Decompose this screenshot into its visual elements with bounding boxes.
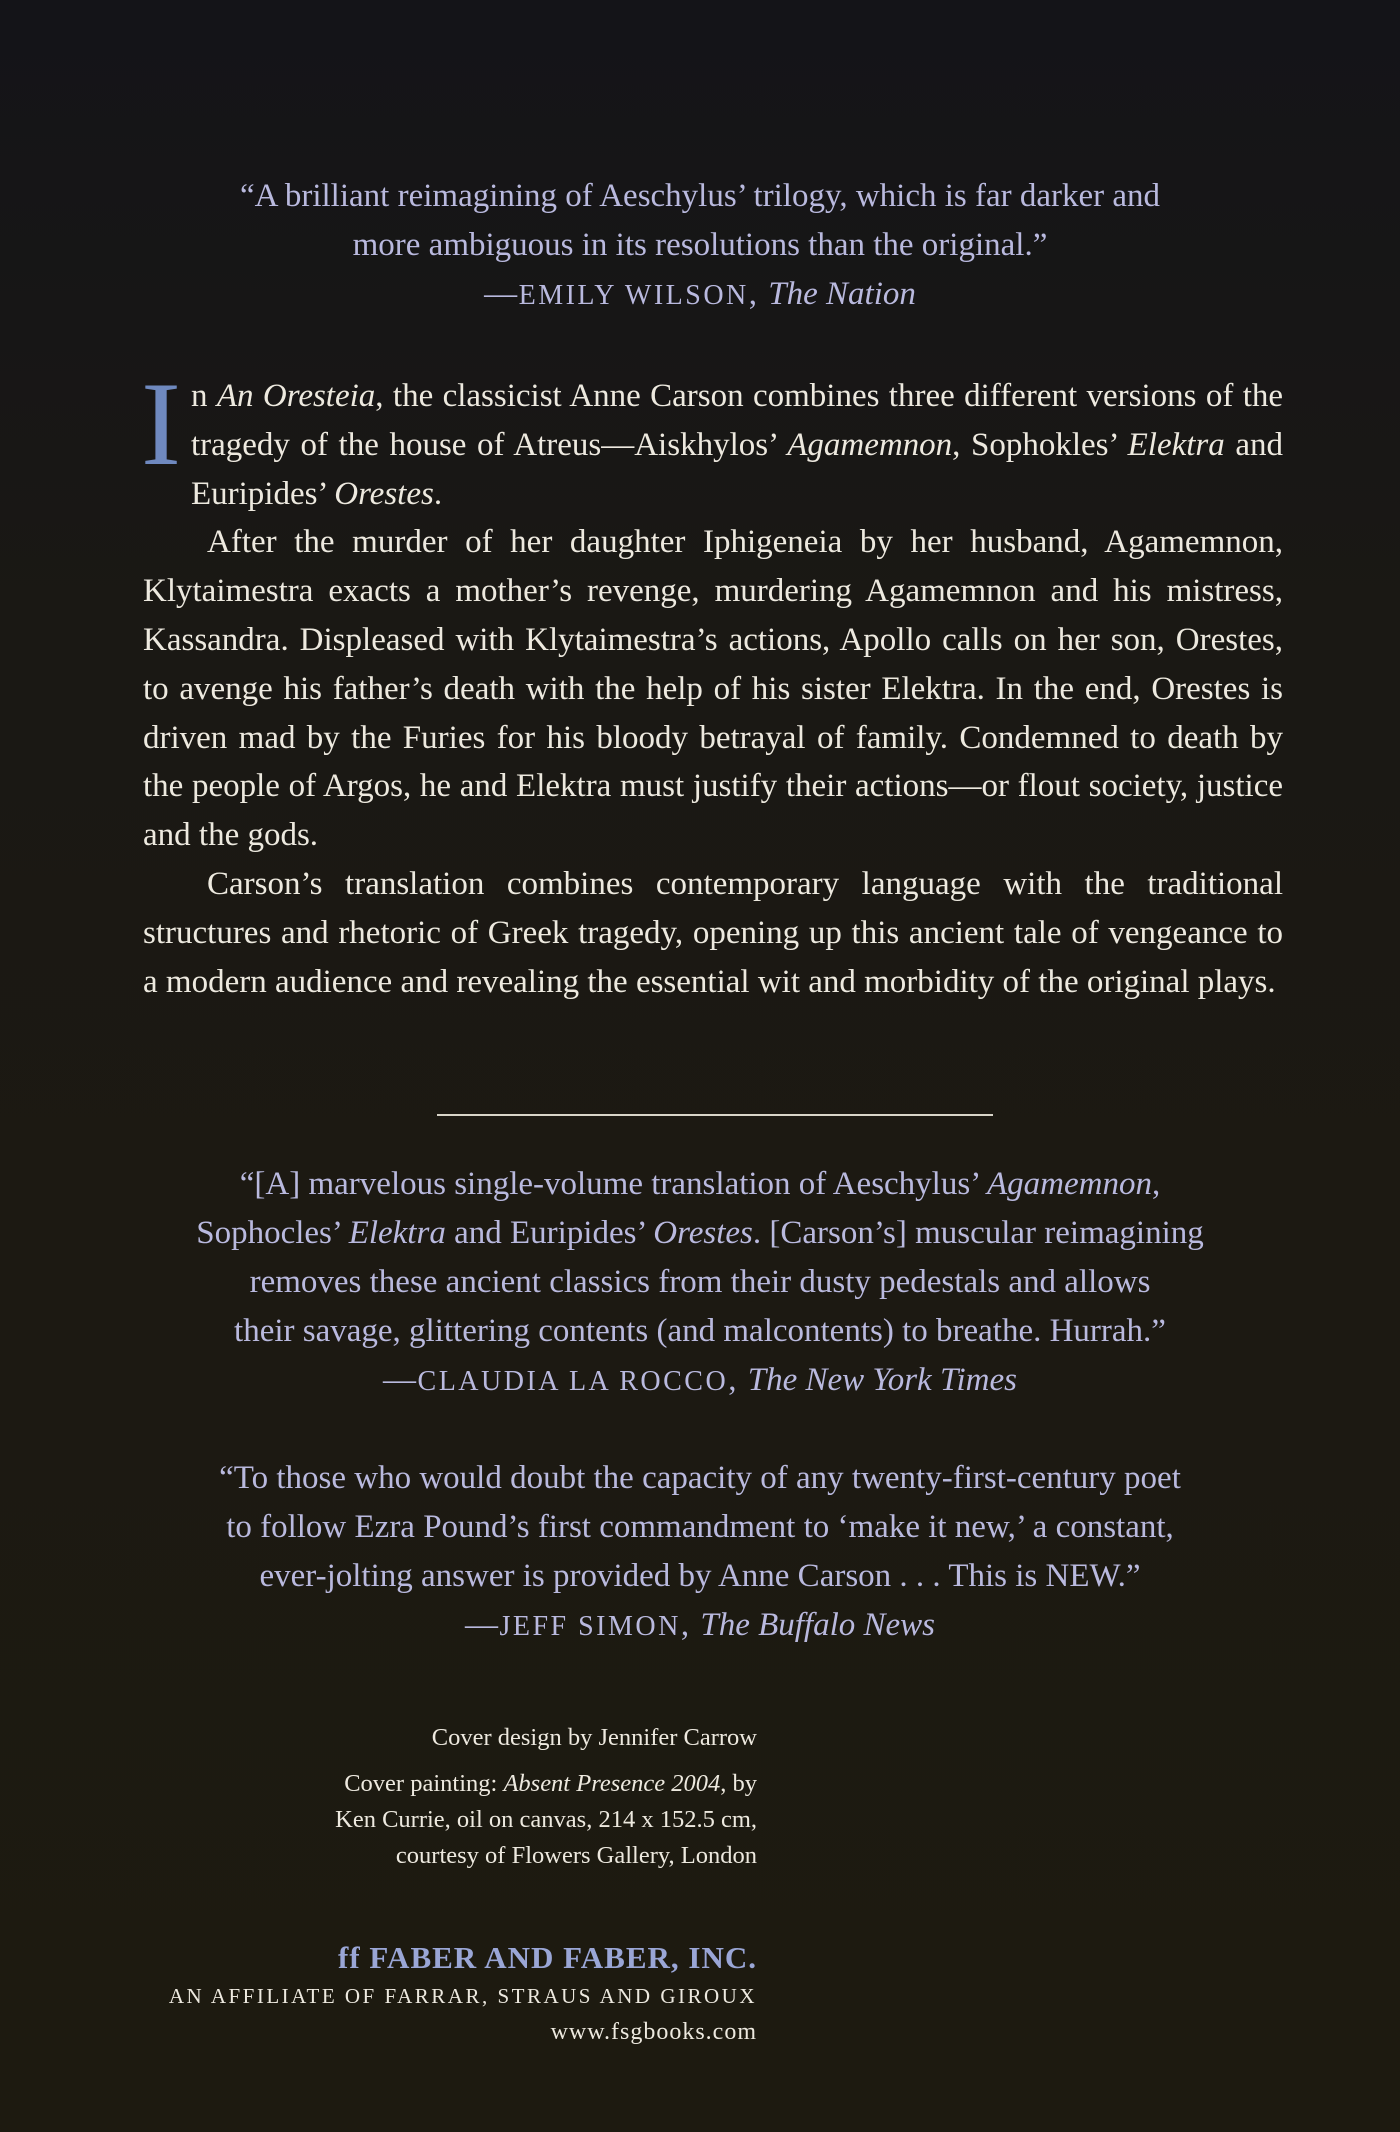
quote-line	[130, 1209, 1270, 1258]
text-run: Cover painting:	[344, 1770, 504, 1797]
quote-attribution	[130, 270, 1270, 320]
quote-line: “A brilliant reimagining of Aeschylus’ trilogy, which is far darker and	[239, 178, 1161, 214]
drop-cap: I	[141, 357, 181, 490]
publisher-block	[0, 1938, 757, 2050]
separator: ,	[748, 276, 769, 312]
quote-source: The New York Times	[747, 1362, 1017, 1398]
cover-painting-credit	[57, 1766, 757, 1802]
quote-line: removes these ancient classics from their dusty pedestals and allows	[249, 1264, 1151, 1300]
quote-emily-wilson	[130, 172, 1270, 320]
description-paragraph-3: Carson’s translation combines contemporary language with the traditional structures and rhetoric of Greek tragedy, opening up this ancient tale of vengeance to a modern audience and revealing the essential wit and morbidity of the original plays.	[143, 865, 1283, 1000]
quote-source: The Nation	[768, 276, 916, 312]
quote-line: ever-jolting answer is provided by Anne Carson . . . This is NEW.”	[259, 1558, 1141, 1594]
quote-claudia-la-rocco	[130, 1160, 1270, 1406]
quote-attribution	[130, 1356, 1270, 1406]
publisher-name	[0, 1938, 757, 1978]
dash: —	[484, 276, 519, 312]
quote-source: The Buffalo News	[700, 1607, 936, 1643]
book-description	[141, 357, 1284, 1006]
quote-attribution	[130, 1601, 1270, 1651]
play-title: Orestes	[653, 1215, 753, 1251]
separator: ,	[680, 1607, 701, 1643]
text-run: . [Carson’s] muscular reimagining	[752, 1215, 1204, 1251]
description-paragraph-2: After the murder of her daughter Iphigeneia by her husband, Agamemnon, Klytaimestra exacts a mother’s revenge, murdering Agamemnon and his mistress, Kassandra. Displeased with Klytaimestra’s actions, Apollo calls on her son, Orestes, to avenge his father’s death with the help of his sister Elektra. In the end, Orestes is driven mad by the Furies for his bloody betrayal of family. Condemned to death by the people of Argos, he and Elektra must justify their actions—or flout society, justice and the gods.	[143, 524, 1283, 854]
text-run: , the classicist Anne Carson combines three different versions of the tragedy of the house of Atreus—Aiskhylos’	[190, 378, 1284, 463]
book-title: An Oresteia	[216, 378, 376, 414]
quote-line: to follow Ezra Pound’s first commandment to ‘make it new,’ a constant,	[226, 1509, 1174, 1545]
cover-credits	[57, 1720, 757, 1874]
text-run: .	[433, 475, 443, 512]
quote-jeff-simon	[130, 1454, 1270, 1651]
separator: ,	[728, 1362, 748, 1398]
quote-line: their savage, glittering contents (and malcontents) to breathe. Hurrah.”	[234, 1313, 1166, 1349]
cover-design-credit: Cover design by Jennifer Carrow	[431, 1724, 757, 1751]
play-title: Orestes	[334, 475, 434, 512]
text-run: ,	[1151, 1166, 1161, 1202]
cover-painting-credit-line: courtesy of Flowers Gallery, London	[395, 1842, 757, 1869]
text-run: Sophocles’	[196, 1215, 349, 1251]
play-title: Elektra	[1127, 426, 1225, 463]
quote-author: JEFF SIMON	[499, 1611, 681, 1642]
quote-line: more ambiguous in its resolutions than the original.”	[352, 227, 1048, 263]
dash: —	[383, 1362, 418, 1398]
publisher-affiliate: AN AFFILIATE OF FARRAR, STRAUS AND GIROUX	[168, 1984, 757, 2008]
text-run: , Sophokles’	[952, 426, 1128, 463]
text-run: and Euripides’	[190, 426, 1283, 512]
text-run: and Euripides’	[445, 1215, 654, 1251]
cover-painting-credit-line: Ken Currie, oil on canvas, 214 x 152.5 cm,	[335, 1806, 757, 1833]
text-run: , by	[720, 1770, 757, 1797]
publisher-url: www.fsgbooks.com	[550, 2019, 757, 2045]
quote-line	[130, 1160, 1270, 1209]
quote-author: CLAUDIA LA ROCCO	[417, 1366, 729, 1397]
quote-line: “To those who would doubt the capacity of any twenty-first-century poet	[219, 1460, 1181, 1496]
play-title: Agamemnon	[987, 1166, 1152, 1202]
text-run: “[A] marvelous single-volume translation of Aeschylus’	[239, 1166, 987, 1202]
quote-author: EMILY WILSON	[518, 280, 749, 311]
divider	[437, 1114, 993, 1116]
painting-title: Absent Presence 2004	[503, 1770, 721, 1797]
play-title: Elektra	[348, 1215, 446, 1251]
text-run: FABER AND FABER, INC.	[369, 1940, 757, 1975]
description-paragraph-1	[141, 357, 1284, 518]
text-run: n	[190, 378, 217, 414]
dash: —	[464, 1607, 500, 1643]
play-title: Agamemnon	[787, 426, 953, 463]
publisher-logo-icon: ff	[338, 1940, 361, 1975]
